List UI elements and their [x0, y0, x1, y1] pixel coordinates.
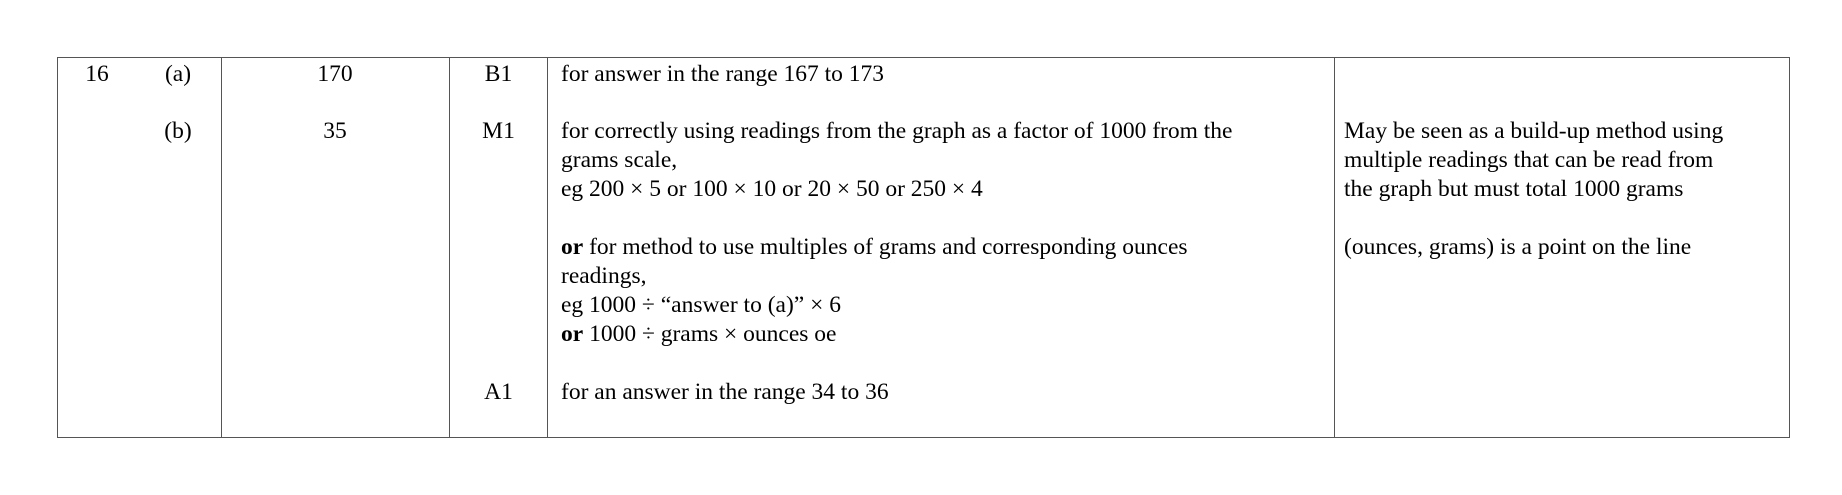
m1-text-line1: for correctly using readings from the graph as a factor of 1000 from the [561, 118, 1233, 144]
m1-alternative-line3: eg 1000 ÷ “answer to (a)” × 6 [561, 292, 841, 318]
part-label-b: (b) [164, 118, 192, 144]
mark-text-a1: for an answer in the range 34 to 36 [561, 379, 889, 405]
mark-a1: A1 [484, 379, 513, 405]
question-number: 16 [85, 61, 109, 87]
m1-text-line2: grams scale, [561, 147, 678, 173]
mark-b1: B1 [484, 61, 513, 87]
guidance-line2: multiple readings that can be read from [1344, 147, 1714, 173]
column-divider [1334, 58, 1335, 437]
alternative-text: for method to use multiples of grams and corresponding ounces [583, 234, 1188, 260]
part-label-a: (a) [164, 61, 192, 87]
m1-alternative-line4 [561, 320, 836, 349]
or-keyword: or [561, 234, 584, 260]
column-divider [547, 58, 548, 437]
m1-alternative-line2: readings, [561, 263, 647, 289]
guidance-line4: (ounces, grams) is a point on the line [1344, 234, 1692, 260]
guidance-line3: the graph but must total 1000 grams [1344, 176, 1684, 202]
m1-alternative-line1 [561, 233, 1188, 262]
answer-a: 170 [317, 61, 353, 87]
or-keyword: or [561, 321, 584, 347]
m1-text-line3: eg 200 × 5 or 100 × 10 or 20 × 50 or 250 × 4 [561, 176, 983, 202]
mark-m1: M1 [482, 118, 515, 144]
mark-text-b1: for answer in the range 167 to 173 [561, 61, 885, 87]
column-divider [221, 58, 222, 437]
guidance-line1: May be seen as a build-up method using [1344, 118, 1724, 144]
alternative-text: 1000 ÷ grams × ounces oe [583, 321, 837, 347]
answer-b: 35 [323, 118, 347, 144]
